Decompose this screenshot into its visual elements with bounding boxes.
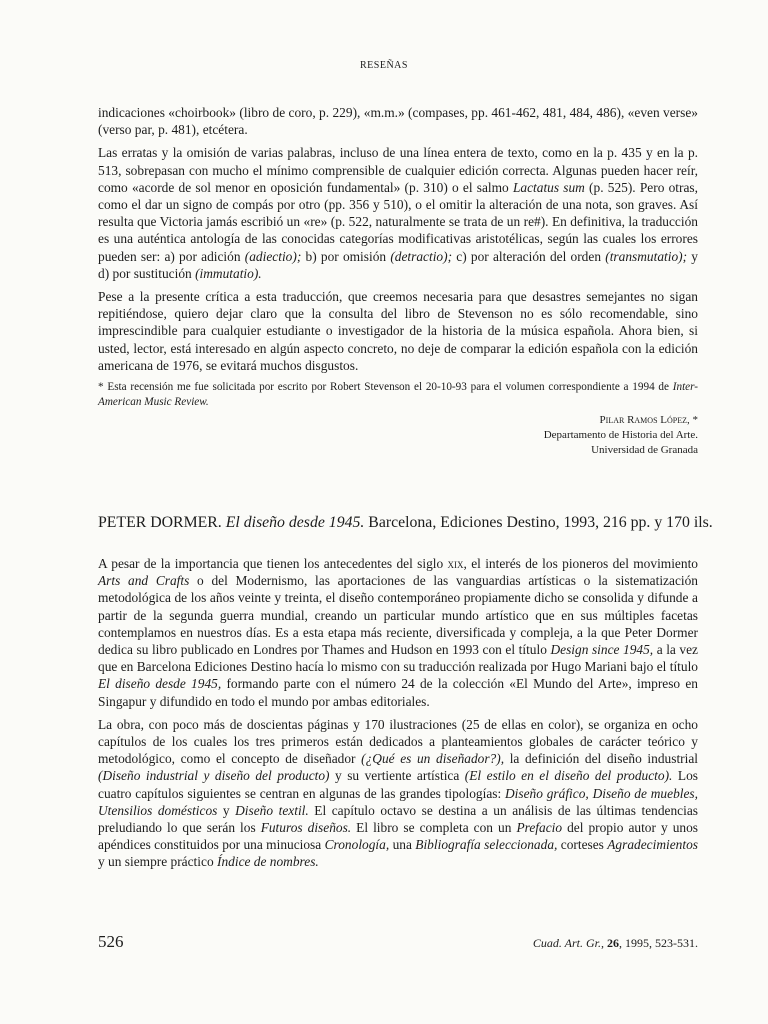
text-run: del propio autor y unos apéndices constituidos por una minuciosa <box>98 820 698 853</box>
text-run: Pese a la presente crítica a esta traducción, que creemos necesaria para que desastres semejantes no sigan repitiéndose, quiero dejar claro que la consulta del libro de Stevenson no es sólo recomendable, sino imprescindible para cualquier estudiante o investigador de la historia de la música española. Ahora bien, si usted, lector, está interesado en algún aspecto concreto, no deje de comparar la edición española con la edición americana de 1976, se evitará muchos disgustos. <box>98 289 698 373</box>
text-run: El capítulo octavo se destina a un análisis de las últimas tendencias preludiando lo que serán los <box>98 802 698 836</box>
text-run: Inter-American Music Review. <box>98 381 698 409</box>
paragraph <box>98 288 698 374</box>
text-run: * Esta recensión me fue solicitada por escrito por Robert Stevenson el 20-10-93 para el volumen correspondiente a 1994 de <box>98 381 673 394</box>
text-run: , el interés de los pioneros del movimiento <box>463 556 698 571</box>
text-run: Las erratas y la omisión de varias palabras, incluso de una línea entera de texto, como en la p. 435 y en la p. 513, sobrepasan con mucho el mínimo comprensible de cualquier edición correcta. Algunas pueden hacer reír, como «acorde de sol menor en oposición fundamental» (p. 310) o el salmo <box>98 145 698 195</box>
text-run: (¿Qué es un diseñador?), <box>361 751 505 767</box>
reviewer-name: Pilar Ramos López, * <box>599 414 698 426</box>
page-footer <box>98 932 698 952</box>
text-run: c) por alteración del orden <box>452 248 606 264</box>
text-run: formando parte con el número 24 de la colección «El Mundo del Arte», impreso en Singapur y difundido en todo el mundo por ambas editoriales. <box>98 676 698 709</box>
text-run: la definición del diseño industrial <box>504 751 699 767</box>
paragraph <box>98 555 698 710</box>
paragraph <box>98 716 698 871</box>
text-run: A pesar de la importancia que tienen los antecedentes del siglo <box>98 556 448 571</box>
text-run: a la vez que en Barcelona Ediciones Destino hacía lo mismo con su traducción realizada por Hugo Mariani bajo el título <box>98 642 698 675</box>
text-run: Cronología, <box>324 837 390 853</box>
text-run: (El estilo en el diseño del producto). <box>464 768 673 784</box>
text-run: o del Modernismo, las aportaciones de las vanguardias artísticas o la sistematización metodológica de los años veinte y treinta, el diseño contemporáneo propiamente dicho se consolida y difunde a partir de la segunda guerra mundial, creando un particular mundo artístico que en sus múltiples facetas contemplamos en nuestros días. Es a esta etapa más reciente, diversificada y compleja, a la que Peter Dormer dedica su libro publicado en Londres por Thames and Hudson en 1993 con el título <box>98 573 698 658</box>
text-run: El diseño desde 1945, <box>98 676 222 692</box>
text-run: Lactatus sum <box>512 179 585 195</box>
text-run: (adiectio); <box>244 248 302 264</box>
journal-citation <box>533 936 698 951</box>
text-run: (detractio); <box>390 248 453 264</box>
text-run: Design since 1945, <box>550 642 654 658</box>
text-run: (p. 525). Pero otras, como el dar un signo de compás por otro (pp. 356 y 510), o el omitir la alteración de una nota, son graves. Así resulta que Victoria jamás escribió un «re» (p. 522, naturalmente se trata de un re#). En definitiva, la traducción es una auténtica antología de las conocidas categorías modificativas aristotélicas, según las cuales los errores pueden ser: a) por adición <box>98 179 698 264</box>
text-run: y su vertiente artística <box>329 768 465 784</box>
reviewer-university: Universidad de Granada <box>591 444 698 456</box>
text-run: La obra, con poco más de doscientas páginas y 170 ilustraciones (25 de ellas en color), se organiza en ocho capítulos de los cuales los tres primeros están dedicados a planteamientos globales de carácter teórico y metodológico, como el concepto de diseñador <box>98 716 698 767</box>
text-run: Índice de nombres. <box>217 854 319 870</box>
review-title <box>98 514 713 532</box>
text-run: Barcelona, Ediciones Destino, 1993, 216 pp. y 170 ils. <box>364 514 713 531</box>
reviewer-signature <box>544 413 698 458</box>
text-run: Arts and Crafts <box>98 573 190 589</box>
paragraph <box>98 144 698 282</box>
text-run: (Diseño industrial y diseño del producto) <box>98 768 330 784</box>
text-run: Los cuatro capítulos siguientes se centran en algunas de las grandes tipologías: <box>98 768 698 801</box>
text-run: Prefacio <box>516 820 563 836</box>
text-run: Agradecimientos <box>607 837 698 853</box>
text-run: Futuros diseños. <box>260 820 352 836</box>
text-run: (immutatio). <box>195 265 262 281</box>
footnote <box>98 380 698 410</box>
text-run: y <box>217 802 236 818</box>
text-run: corteses <box>557 837 608 853</box>
text-run: xix <box>447 556 464 571</box>
text-run: una <box>389 837 416 853</box>
paragraph <box>98 104 698 138</box>
journal-year-pages: , 1995, 523-531. <box>619 936 698 950</box>
text-run: Bibliografía seleccionada, <box>415 837 558 853</box>
text-run: y d) por sustitución <box>98 248 698 281</box>
journal-name: Cuad. Art. Gr., <box>532 936 604 950</box>
text-run: El libro se completa con un <box>351 820 517 836</box>
reviewer-department: Departamento de Historia del Arte. <box>543 429 698 441</box>
journal-volume: 26 <box>607 936 619 950</box>
text-run: Diseño textil. <box>235 802 309 818</box>
text-run: indicaciones «choirbook» (libro de coro, p. 229), «m.m.» (compases, pp. 461-462, 481, 484, 486), «even verse» (verso par, p. 481), etcétera. <box>98 105 698 138</box>
text-run: y un siempre práctico <box>98 854 217 870</box>
review1-body <box>98 104 698 416</box>
text-run: El diseño desde 1945. <box>225 514 365 531</box>
running-head: RESEÑAS <box>360 60 408 71</box>
text-run: Diseño gráfico, Diseño de muebles, Utensilios domésticos <box>98 785 698 818</box>
text-run: PETER DORMER. <box>98 514 226 531</box>
page-number: 526 <box>98 932 124 951</box>
review2-body <box>98 555 698 877</box>
text-run: (transmutatio); <box>605 248 688 264</box>
text-run: b) por omisión <box>301 248 391 264</box>
